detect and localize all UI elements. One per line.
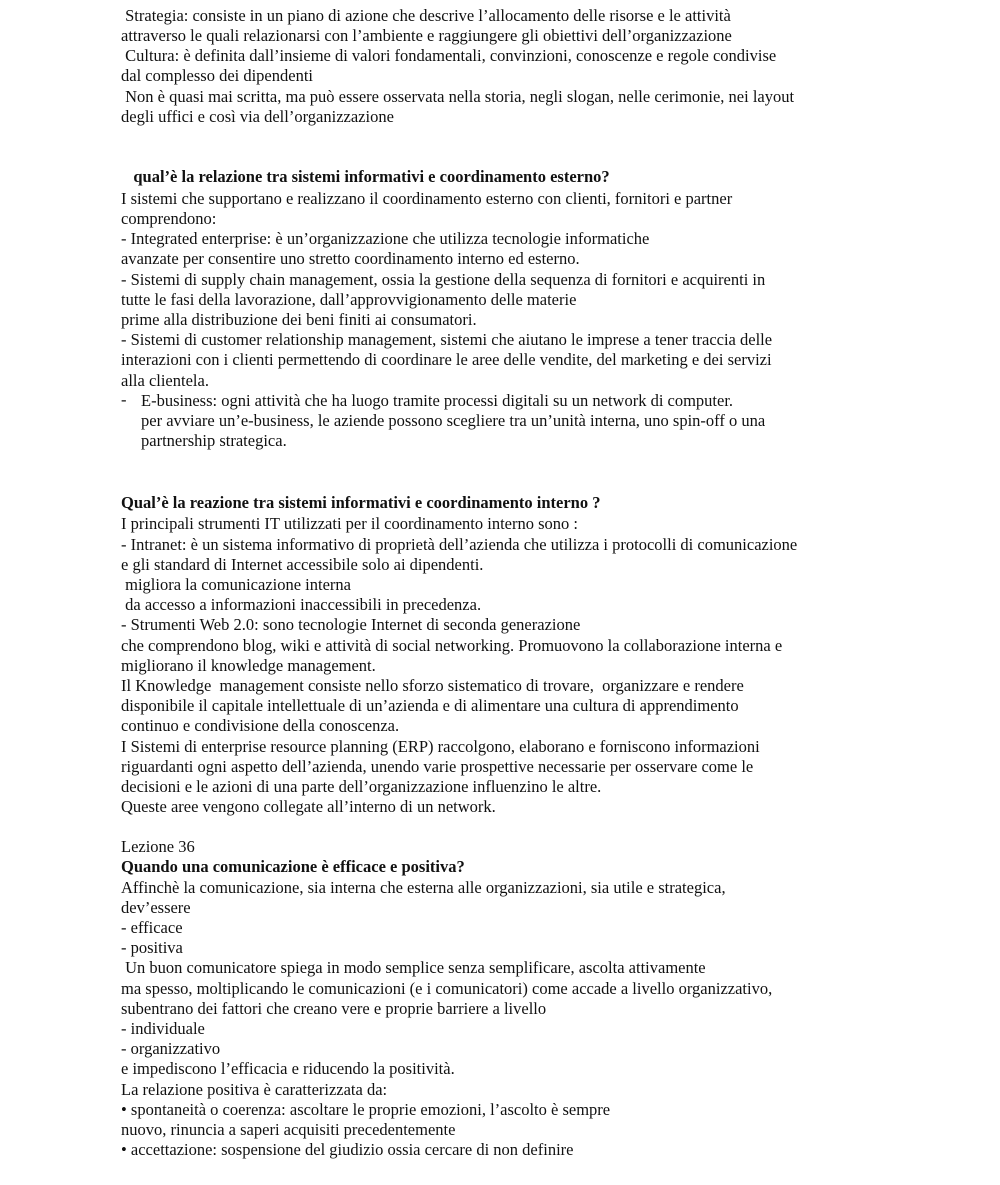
text-line: Queste aree vengono collegate all’interno di un network. <box>121 797 496 816</box>
text-line: alla clientela. <box>121 371 209 390</box>
text-line: Un buon comunicatore spiega in modo semplice senza semplificare, ascolta attivamente <box>121 958 706 977</box>
text-line: - efficace <box>121 918 183 937</box>
text-line: • spontaneità o coerenza: ascoltare le proprie emozioni, l’ascolto è sempre <box>121 1100 611 1119</box>
text-line: E-business: ogni attività che ha luogo tramite processi digitali su un network di computer. <box>141 391 734 410</box>
text-line: subentrano dei fattori che creano vere e proprie barriere a livello <box>121 999 547 1018</box>
text-line: - Sistemi di customer relationship management, sistemi che aiutano le imprese a tener traccia delle <box>121 330 773 349</box>
text-line: I Sistemi di enterprise resource planning (ERP) raccolgono, elaborano e forniscono informazioni <box>121 737 760 756</box>
text-line: • accettazione: sospensione del giudizio ossia cercare di non definire <box>121 1140 574 1159</box>
text-line: dal complesso dei dipendenti <box>121 66 313 85</box>
text-line: Cultura: è definita dall’insieme di valori fondamentali, convinzioni, conoscenze e regole condivise <box>121 46 777 65</box>
text-line: - individuale <box>121 1019 205 1038</box>
text-line: disponibile il capitale intellettuale di un’azienda e di alimentare una cultura di apprendimento <box>121 696 739 715</box>
text-line: interazioni con i clienti permettendo di coordinare le aree delle vendite, del marketing e dei servizi <box>121 350 772 369</box>
text-line: dev’essere <box>121 898 191 917</box>
text-line: nuovo, rinuncia a saperi acquisiti precedentemente <box>121 1120 456 1139</box>
text-line: continuo e condivisione della conoscenza. <box>121 716 400 735</box>
text-line: decisioni e le azioni di una parte dell’organizzazione influenzino le altre. <box>121 777 602 796</box>
text-line: e impediscono l’efficacia e riducendo la positività. <box>121 1059 455 1078</box>
text-line: riguardanti ogni aspetto dell’azienda, unendo varie prospettive necessarie per osservare come le <box>121 757 754 776</box>
text-line: avanzate per consentire uno stretto coordinamento interno ed esterno. <box>121 249 580 268</box>
text-line: - Intranet: è un sistema informativo di proprietà dell’azienda che utilizza i protocolli di comunicazione <box>121 535 798 554</box>
text-line: migliora la comunicazione interna <box>121 575 351 594</box>
text-line: da accesso a informazioni inaccessibili in precedenza. <box>121 595 482 614</box>
text-line: Affinchè la comunicazione, sia interna che esterna alle organizzazioni, sia utile e strategica, <box>121 878 726 897</box>
text-line: La relazione positiva è caratterizzata da: <box>121 1080 388 1099</box>
text-line: Il Knowledge management consiste nello sforzo sistematico di trovare, organizzare e rendere <box>121 676 744 695</box>
list-dash: - <box>121 390 127 409</box>
text-line: tutte le fasi della lavorazione, dall’approvvigionamento delle materie <box>121 290 577 309</box>
text-line: - organizzativo <box>121 1039 221 1058</box>
text-line: e gli standard di Internet accessibile solo ai dipendenti. <box>121 555 484 574</box>
text-line: Strategia: consiste in un piano di azione che descrive l’allocamento delle risorse e le attività <box>121 6 731 25</box>
text-line: degli uffici e così via dell’organizzazione <box>121 107 394 126</box>
text-line: comprendono: <box>121 209 217 228</box>
text-line: attraverso le quali relazionarsi con l’ambiente e raggiungere gli obiettivi dell’organizzazione <box>121 26 732 45</box>
text-line: che comprendono blog, wiki e attività di social networking. Promuovono la collaborazione interna e <box>121 636 783 655</box>
text-line: I principali strumenti IT utilizzati per il coordinamento interno sono : <box>121 514 578 533</box>
text-line: - Strumenti Web 2.0: sono tecnologie Internet di seconda generazione <box>121 615 581 634</box>
text-line: - Sistemi di supply chain management, ossia la gestione della sequenza di fornitori e acquirenti in <box>121 270 766 289</box>
text-line: prime alla distribuzione dei beni finiti ai consumatori. <box>121 310 477 329</box>
text-line: - Integrated enterprise: è un’organizzazione che utilizza tecnologie informatiche <box>121 229 650 248</box>
section-heading-internal: Qual’è la reazione tra sistemi informativi e coordinamento interno ? <box>121 493 601 512</box>
section-heading-lesson: Quando una comunicazione è efficace e positiva? <box>121 857 465 876</box>
text-line: ma spesso, moltiplicando le comunicazioni (e i comunicatori) come accade a livello organizzativo, <box>121 979 773 998</box>
section-heading-external: qual’è la relazione tra sistemi informativi e coordinamento esterno? <box>121 167 610 186</box>
lesson-label: Lezione 36 <box>121 837 195 856</box>
text-line: partnership strategica. <box>141 431 287 450</box>
text-line: per avviare un’e-business, le aziende possono scegliere tra un’unità interna, uno spin-off o una <box>141 411 766 430</box>
text-line: I sistemi che supportano e realizzano il coordinamento esterno con clienti, fornitori e partner <box>121 189 733 208</box>
text-line: migliorano il knowledge management. <box>121 656 376 675</box>
text-line: - positiva <box>121 938 183 957</box>
text-line: Non è quasi mai scritta, ma può essere osservata nella storia, negli slogan, nelle cerimonie, nei layout <box>121 87 795 106</box>
